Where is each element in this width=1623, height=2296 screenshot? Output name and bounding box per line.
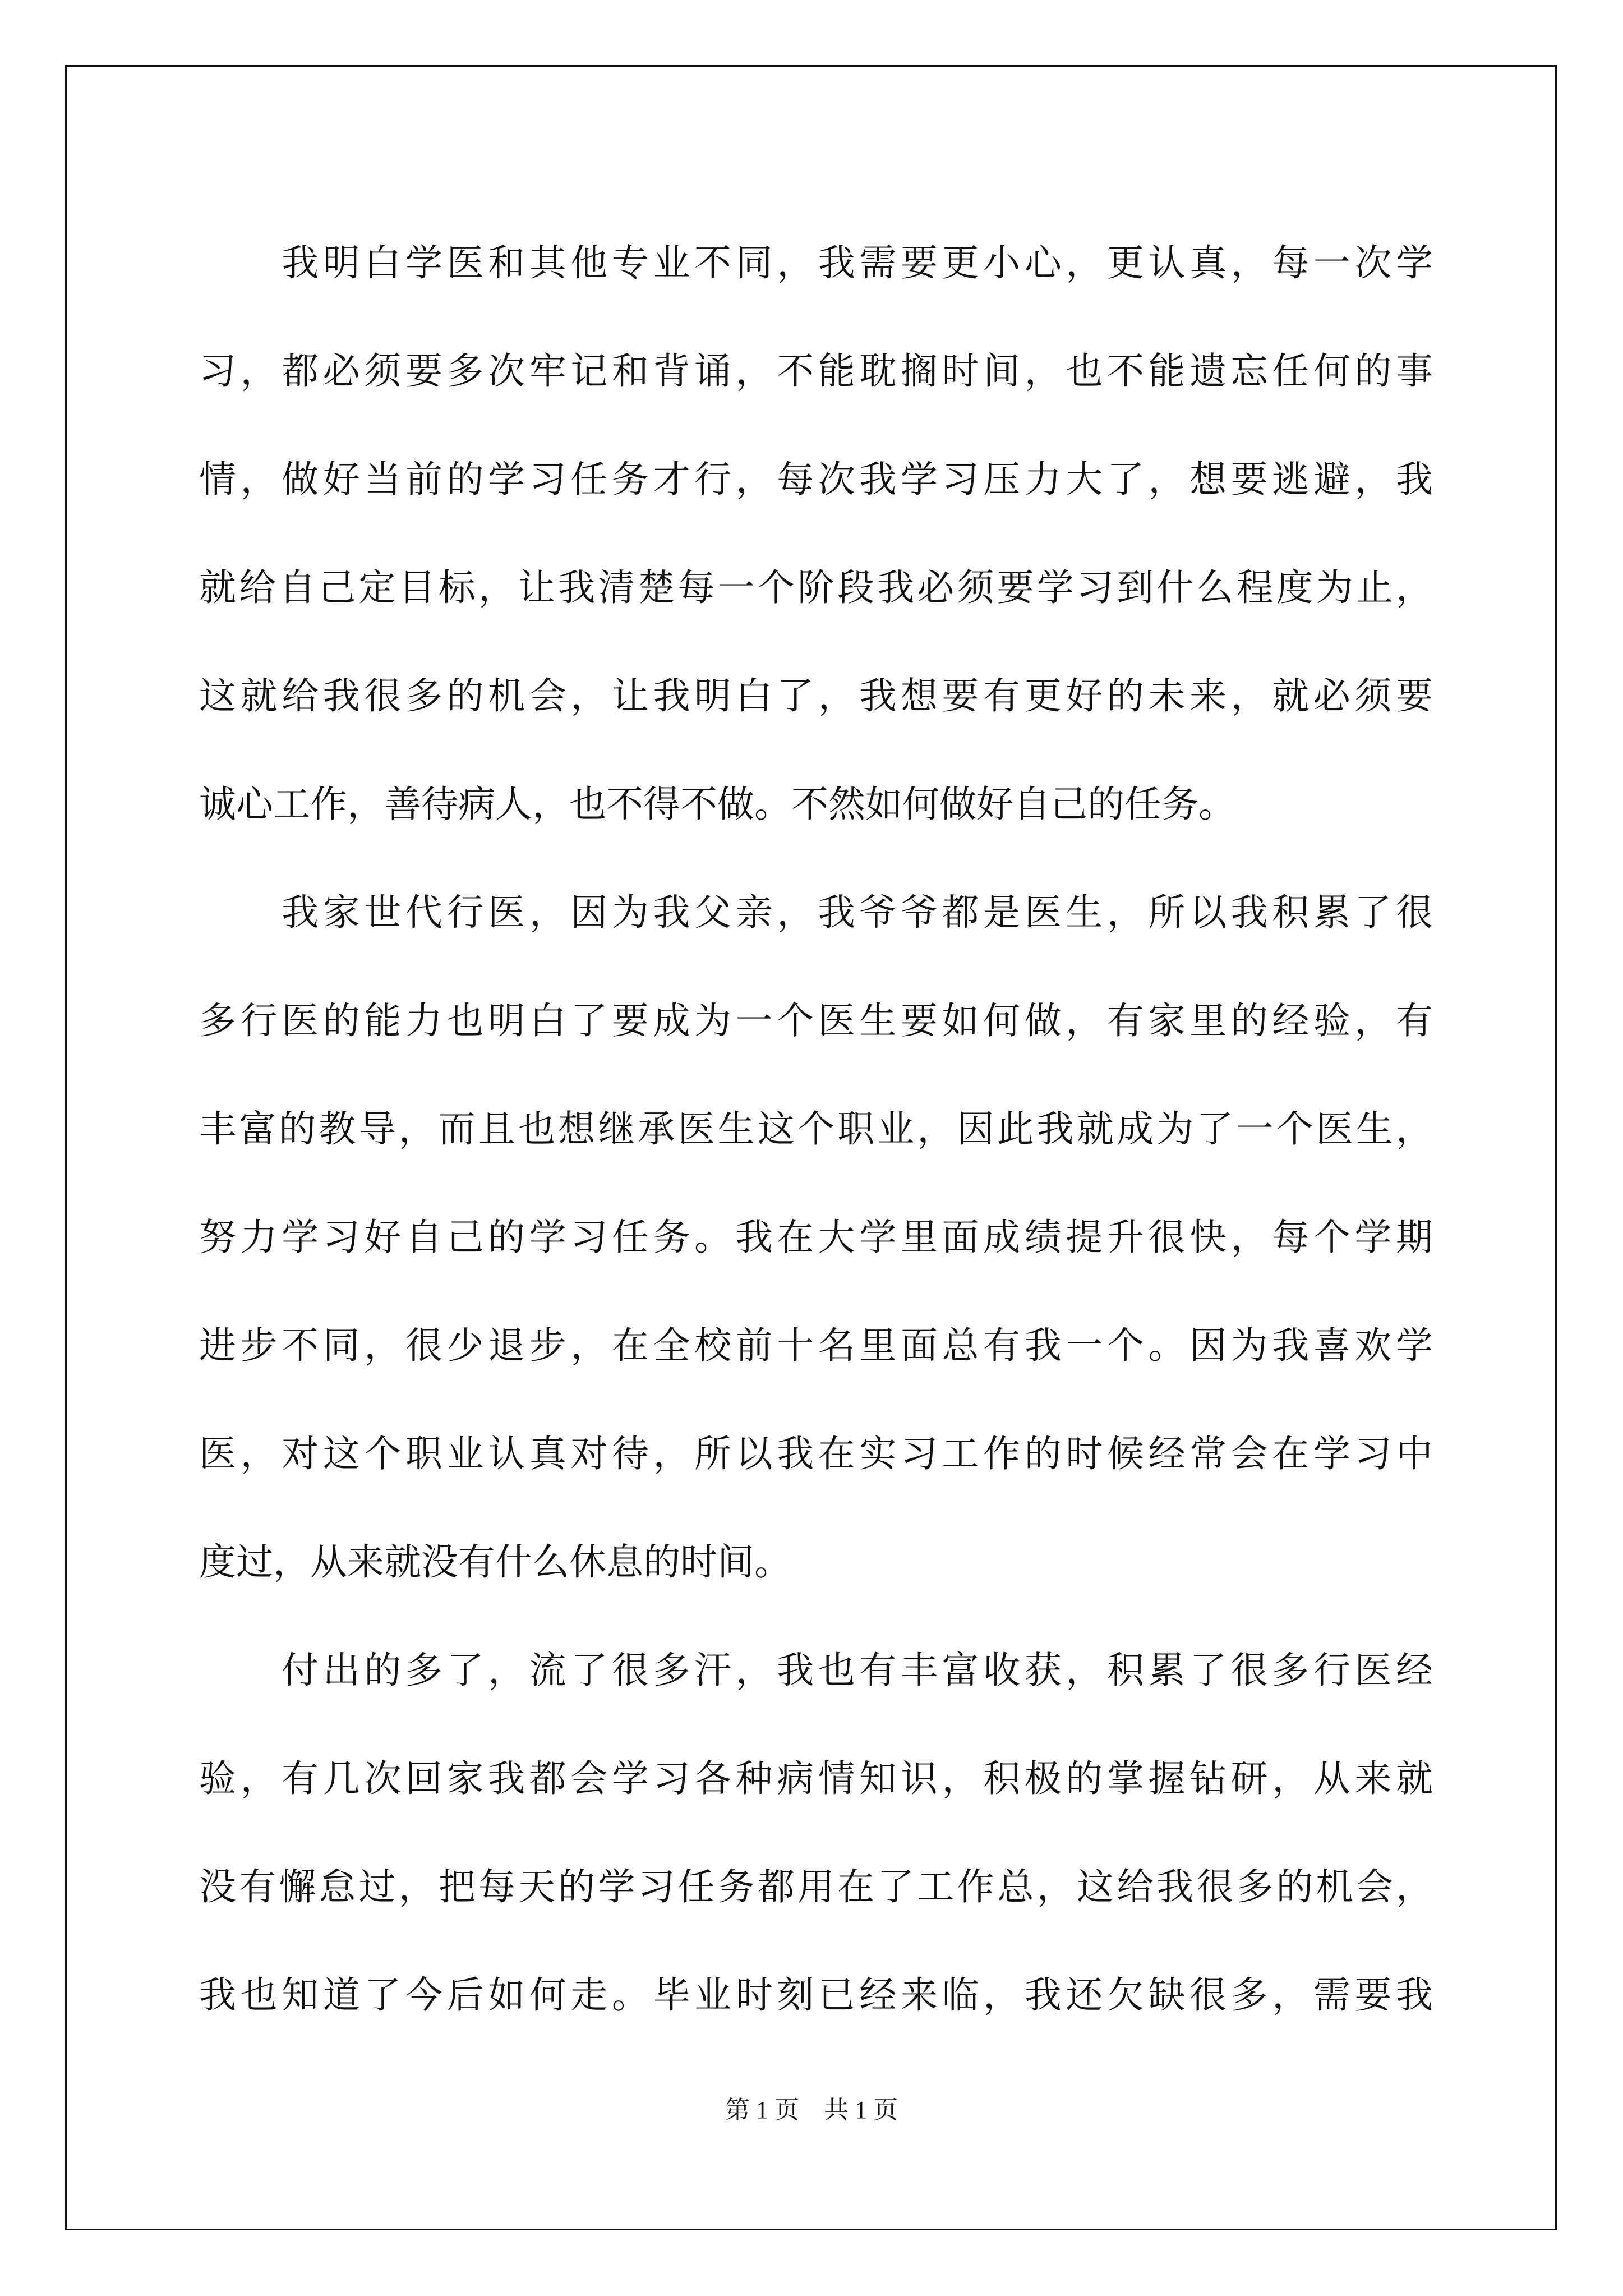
text-line: 度过，从来就没有什么休息的时间。 (199, 1540, 791, 1584)
text-line: 进步不同，很少退步，在全校前十名里面总有我一个。因为我喜欢学 (199, 1324, 1433, 1367)
text-line: 医，对这个职业认真对待，所以我在实习工作的时候经常会在学习中 (199, 1432, 1433, 1475)
text-line: 验，有几次回家我都会学习各种病情知识，积极的掌握钻研，从来就 (199, 1757, 1433, 1800)
text-line: 我明白学医和其他专业不同，我需要更小心，更认真，每一次学 (199, 241, 1433, 284)
text-line: 就给自己定目标，让我清楚每一个阶段我必须要学习到什么程度为止， (199, 566, 1433, 609)
text-line: 付出的多了，流了很多汗，我也有丰富收获，积累了很多行医经 (199, 1649, 1433, 1692)
text-line: 这就给我很多的机会，让我明白了，我想要有更好的未来，就必须要 (199, 674, 1433, 717)
text-line: 诚心工作，善待病人，也不得不做。不然如何做好自己的任务。 (199, 783, 1235, 826)
text-line: 丰富的教导，而且也想继承医生这个职业，因此我就成为了一个医生， (199, 1107, 1433, 1151)
text-line: 多行医的能力也明白了要成为一个医生要如何做，有家里的经验，有 (199, 999, 1433, 1042)
text-line: 努力学习好自己的学习任务。我在大学里面成绩提升很快，每个学期 (199, 1216, 1433, 1259)
text-line: 我家世代行医，因为我父亲，我爷爷都是医生，所以我积累了很 (199, 891, 1433, 934)
text-line: 没有懈怠过，把每天的学习任务都用在了工作总，这给我很多的机会， (199, 1865, 1433, 1908)
text-line: 我也知道了今后如何走。毕业时刻已经来临，我还欠缺很多，需要我 (199, 1973, 1433, 2017)
page-number: 第 1 页 共 1 页 (725, 2096, 898, 2124)
text-line: 情，做好当前的学习任务才行，每次我学习压力大了，想要逃避，我 (199, 458, 1433, 501)
text-line: 习，都必须要多次牢记和背诵，不能耽搁时间，也不能遗忘任何的事 (199, 349, 1433, 393)
document-body (199, 209, 1433, 2049)
